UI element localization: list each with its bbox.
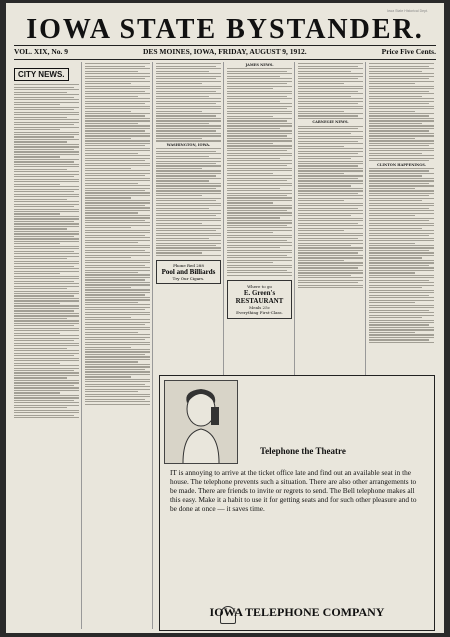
telephone-company: IOWA TELEPHONE COMPANY bbox=[209, 605, 385, 619]
telephone-ad-body: IT is annoying to arrive at the ticket office late and find out an available seat in the house. The telephone prevents such a situation. There are also other arrangements to be made. There are friends to invite or regrets to send. The Bell telephone makes all this easy. Make it a habit to use it for getting seats and for such other pleasure and to be done at once — it saves time. bbox=[170, 468, 417, 513]
c6-head-1: CLINTON HAPPENINGS. bbox=[377, 162, 426, 167]
masthead: IOWA STATE BYSTANDER. bbox=[26, 14, 424, 45]
rule-bottom bbox=[14, 59, 436, 60]
history-stamp: Iowa State Historical Dept. bbox=[386, 9, 428, 13]
price: Price Five Cents. bbox=[381, 47, 436, 56]
restaurant-meals: Meals 25c bbox=[249, 304, 270, 310]
rule-top bbox=[14, 45, 436, 46]
telephone-ad-title: Telephone the Theatre bbox=[260, 446, 346, 456]
pool-ad bbox=[156, 260, 221, 284]
city-news-heading: CITY NEWS. bbox=[14, 68, 69, 81]
dateline bbox=[14, 47, 436, 57]
newspaper-page bbox=[6, 3, 444, 633]
volume: VOL. XIX, No. 9 bbox=[14, 47, 69, 56]
c3-head-1: WASHINGTON, IOWA. bbox=[166, 142, 211, 147]
place-date: DES MOINES, IOWA, FRIDAY, AUGUST 9, 1912. bbox=[142, 47, 307, 56]
pool-title: Pool and Billiards bbox=[161, 268, 216, 277]
restaurant-name: E. Green's bbox=[243, 288, 276, 297]
restaurant-line1: Where to go bbox=[247, 283, 272, 289]
telephone-ad bbox=[159, 375, 435, 631]
pool-phone: Phone Red 288 bbox=[173, 263, 204, 269]
c4-head-1: JAMES NEWS. bbox=[245, 63, 274, 67]
column-1 bbox=[14, 62, 82, 629]
woman-telephone-illustration bbox=[164, 380, 238, 464]
restaurant-label: RESTAURANT bbox=[235, 296, 284, 305]
pool-tagline: Try Our Cigars. bbox=[172, 276, 205, 282]
column-2 bbox=[85, 62, 153, 629]
restaurant-tagline: Everything First-Class. bbox=[236, 309, 283, 315]
restaurant-ad bbox=[227, 280, 292, 319]
c5-head-1: CARNEGIE NEWS. bbox=[312, 120, 349, 125]
